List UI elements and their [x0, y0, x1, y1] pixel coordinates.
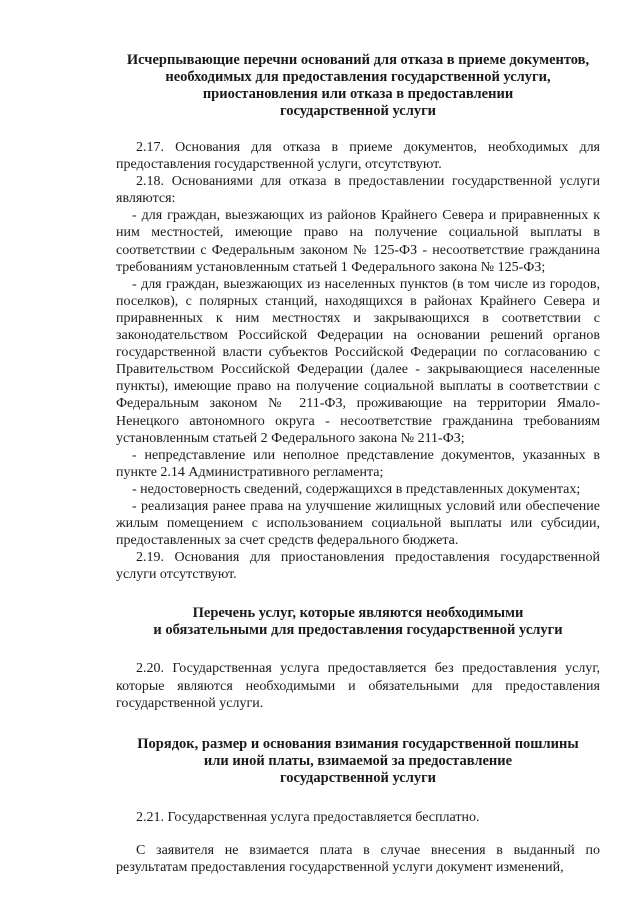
paragraph-2-20: 2.20. Государственная услуга предоставляется без предоставления услуг, которые являются необходимыми и обязательными для предоставления государственной услуги. [116, 661, 600, 711]
list-item: - недостоверность сведений, содержащихся в представленных документах; [132, 481, 581, 497]
section-heading-fees [116, 736, 600, 787]
paragraph-2-19: 2.19. Основания для приостановления предоставления государственной услуги отсутствуют. [116, 550, 600, 583]
heading-line: необходимых для предоставления государственной услуги, [165, 69, 551, 85]
section-heading-required-services [116, 605, 600, 639]
paragraph-2-17: 2.17. Основания для отказа в приеме документов, необходимых для предоставления государственной услуги, отсутствуют. [116, 140, 600, 173]
section-heading-refusal-grounds [116, 52, 600, 120]
heading-line: или иной платы, взимаемой за предоставление [203, 752, 513, 769]
heading-line: Порядок, размер и основания взимания государственной пошлины [137, 735, 579, 752]
list-item: - реализация ранее права на улучшение жилищных условий или обеспечение жилым помещением с использованием социальной выплаты или субсидии, предоставленных за счет средств федерального бюджета. [116, 498, 600, 549]
paragraph-2-21: 2.21. Государственная услуга предоставляется бесплатно. [136, 809, 480, 825]
heading-line: государственной услуги [279, 769, 437, 786]
list-item: - для граждан, выезжающих из населенных пунктов (в том числе из городов, поселков), с полярных станций, находящихся в районах Крайнего Севера и приравненных к ним местностях и закрывающихся в соответствии с законодательством Российской Федерации на основании решений органов государственной власти субъектов Российской Федерации по согласованию с Правительством Российской Федерации (далее - закрывающиеся населенные пункты), имеющие право на получение социальной выплаты в соответствии с Федеральным законом № 211-ФЗ, проживающие на территории Ямало-Ненецкого автономного округа - несоответствие гражданина требованиям установленным статьей 2 Федерального закона № 211-ФЗ; [116, 276, 600, 446]
list-item: - для граждан, выезжающих из районов Крайнего Севера и приравненных к ним местностей, имеющие право на получение социальной выплаты в соответствии с Федеральным законом № 125-ФЗ - несоответствие гражданина требованиям установленным статьей 1 Федерального закона № 125-ФЗ; [116, 208, 600, 275]
heading-line: государственной услуги [279, 103, 437, 119]
paragraph-fee-exemption: С заявителя не взимается плата в случае внесения в выданный по результатам предоставления государственной услуги документ изменений, [116, 842, 600, 875]
heading-line: Перечень услуг, которые являются необходимыми [192, 605, 524, 622]
paragraph-2-18: 2.18. Основаниями для отказа в предоставлении государственной услуги являются: [116, 174, 600, 207]
heading-line: приостановления или отказа в предоставлении [202, 86, 514, 102]
heading-line: Исчерпывающие перечни оснований для отказа в приеме документов, [126, 52, 590, 68]
heading-line: и обязательными для предоставления государственной услуги [153, 622, 563, 639]
list-item: - непредставление или неполное представление документов, указанных в пункте 2.14 Административного регламента; [116, 447, 600, 480]
